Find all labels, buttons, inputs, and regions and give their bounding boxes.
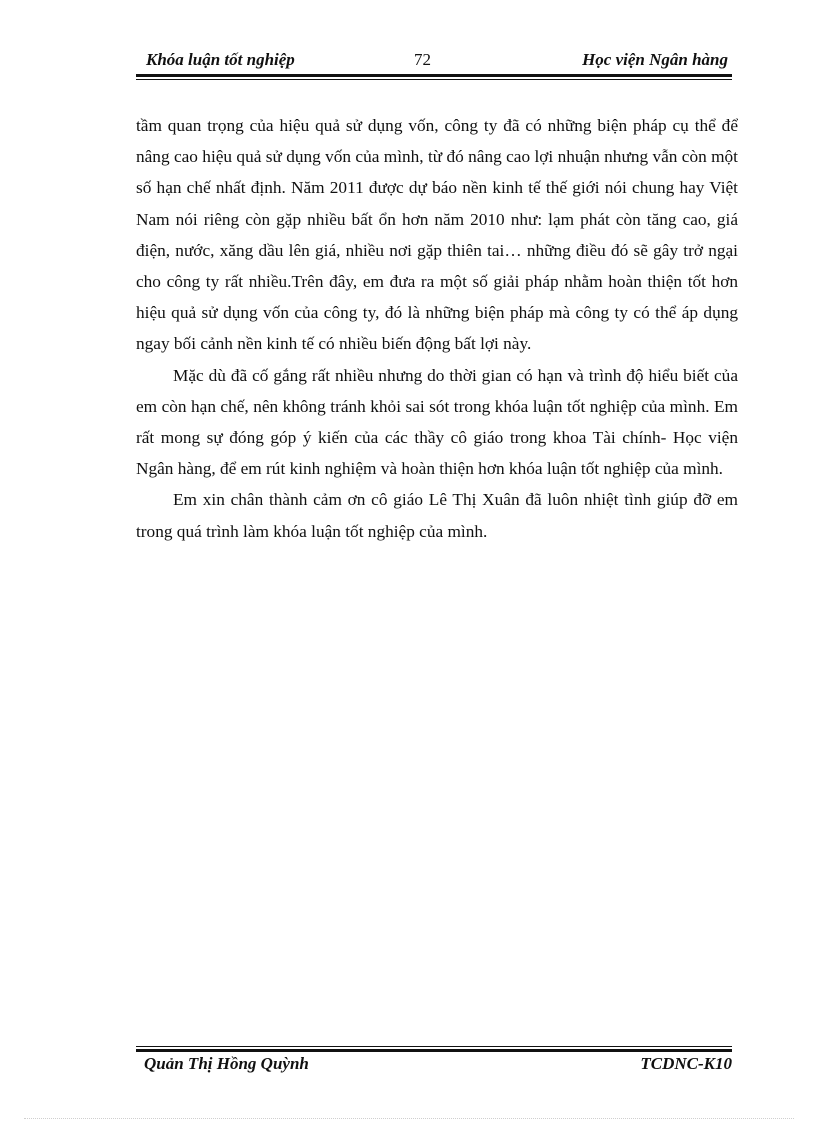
header-rule-thick <box>136 74 732 77</box>
page-number: 72 <box>414 50 431 69</box>
paragraph: Em xin chân thành cảm ơn cô giáo Lê Thị Xuân đã luôn nhiệt tình giúp đỡ em trong quá trình làm khóa luận tốt nghiệp của mình. <box>136 490 738 541</box>
page-header <box>136 46 732 76</box>
footer-rule-thick <box>136 1049 732 1052</box>
paragraph: tầm quan trọng của hiệu quả sử dụng vốn, công ty đã có những biện pháp cụ thể để nâng cao hiệu quả sử dụng vốn của mình, từ đó nâng cao lợi nhuận nhưng vẫn còn một số hạn chế nhất định. Năm 2011 được dự báo nền kinh tế thế giới nói chung hay Việt Nam nói riêng còn gặp nhiều bất ổn hơn năm 2010 như: lạm phát còn tăng cao, giá điện, nước, xăng dầu lên giá, nhiều nơi gặp thiên tai… những điều đó sẽ gây trở ngại cho công ty rất nhiều.Trên đây, em đưa ra một số giải pháp nhằm hoàn thiện tốt hơn hiệu quả sử dụng vốn của công ty, đó là những biện pháp mà công ty có thể áp dụng ngay bối cảnh nền kinh tế có nhiều biến động bất lợi này. <box>136 116 738 354</box>
page-bottom-dotted-line <box>24 1118 794 1119</box>
paragraph: Mặc dù đã cố gắng rất nhiều nhưng do thời gian có hạn và trình độ hiểu biết của em còn hạn chế, nên không tránh khỏi sai sót trong khóa luận tốt nghiệp của mình. Em rất mong sự đóng góp ý kiến của các thầy cô giáo trong khoa Tài chính- Học viện Ngân hàng, để em rút kinh nghiệm và hoàn thiện hơn khóa luận tốt nghiệp của mình. <box>136 365 738 479</box>
footer-author: Quản Thị Hồng Quỳnh <box>144 1054 309 1073</box>
header-institution: Học viện Ngân hàng <box>582 50 728 69</box>
page-footer <box>136 1054 732 1082</box>
footer-class-code: TCDNC-K10 <box>640 1054 732 1073</box>
document-body <box>136 110 738 547</box>
header-thesis-title: Khóa luận tốt nghiệp <box>146 50 295 69</box>
header-rule-thin <box>136 79 732 80</box>
footer-rule-thin <box>136 1046 732 1047</box>
